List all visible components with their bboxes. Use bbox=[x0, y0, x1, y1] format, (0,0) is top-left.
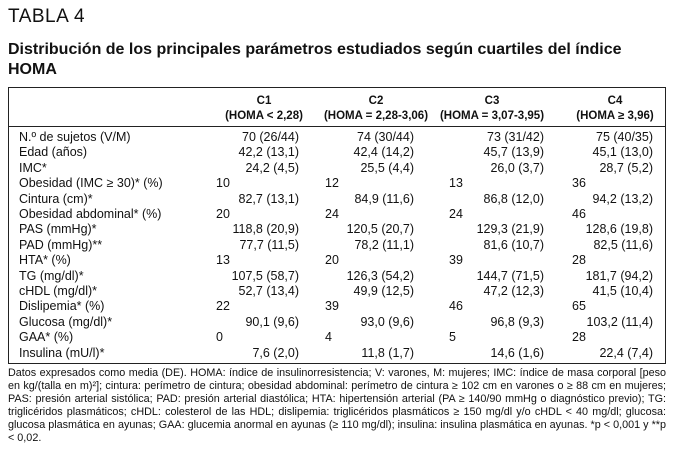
row-label: Insulina (mU/l)* bbox=[19, 345, 105, 360]
table-cell: 118,8 (20,9) bbox=[232, 222, 299, 237]
row-label: PAD (mmHg)** bbox=[19, 237, 103, 252]
table-cell: 107,5 (58,7) bbox=[231, 268, 299, 283]
table-cell: 41,5 (10,4) bbox=[592, 284, 653, 298]
table-cell: 10 bbox=[216, 176, 230, 191]
column-header-4: C4 bbox=[607, 95, 623, 107]
column-header-2: C2 bbox=[368, 95, 384, 107]
row-label: Edad (años) bbox=[19, 145, 88, 160]
table-cell: 24 bbox=[325, 207, 339, 221]
table-cell: 7,6 (2,0) bbox=[252, 345, 299, 360]
table-cell: 74 (30/44) bbox=[357, 130, 414, 144]
table-cell: 75 (40/35) bbox=[596, 130, 653, 144]
table-title: Distribución de los principales parámetros estudiados según cuartiles del índice HOMA bbox=[8, 41, 622, 78]
row-label: HTA* (%) bbox=[19, 253, 71, 268]
table-cell: 47,2 (12,3) bbox=[483, 284, 544, 298]
table-cell: 13 bbox=[449, 176, 463, 191]
table-cell: 12 bbox=[325, 176, 339, 191]
table-cell: 70 (26/44) bbox=[242, 130, 299, 144]
row-label: Glucosa (mg/dl)* bbox=[19, 314, 113, 329]
table-cell: 93,0 (9,6) bbox=[360, 314, 414, 329]
table-cell: 126,3 (54,2) bbox=[346, 268, 414, 283]
row-label: IMC* bbox=[19, 160, 47, 175]
table-cell: 82,5 (11,6) bbox=[593, 237, 653, 252]
row-label: TG (mg/dl)* bbox=[19, 268, 84, 283]
table-cell: 78,2 (11,1) bbox=[354, 237, 414, 252]
data-table bbox=[8, 87, 666, 364]
column-header-1: C1 bbox=[256, 95, 272, 107]
row-label: Obesidad abdominal* (%) bbox=[19, 207, 162, 221]
table-cell: 14,6 (1,6) bbox=[490, 345, 544, 360]
table-cell: 77,7 (11,5) bbox=[239, 237, 299, 252]
table-cell: 42,4 (14,2) bbox=[353, 145, 414, 160]
row-label: PAS (mmHg)* bbox=[19, 222, 97, 237]
row-label: Cintura (cm)* bbox=[19, 191, 93, 206]
table-cell: 94,2 (13,2) bbox=[592, 191, 653, 206]
table-cell: 28,7 (5,2) bbox=[599, 160, 653, 175]
column-header-3: C3 bbox=[484, 95, 500, 107]
table-cell: 0 bbox=[216, 330, 223, 345]
table-cell: 144,7 (71,5) bbox=[476, 268, 544, 283]
table-cell: 45,1 (13,0) bbox=[592, 145, 653, 160]
table-cell: 65 bbox=[572, 299, 586, 314]
table-cell: 26,0 (3,7) bbox=[490, 160, 544, 175]
table-cell: 46 bbox=[449, 299, 463, 314]
table-cell: 129,3 (21,9) bbox=[476, 222, 544, 237]
table-cell: 25,5 (4,4) bbox=[360, 160, 414, 175]
table-cell: 52,7 (13,4) bbox=[238, 284, 299, 298]
table-cell: 13 bbox=[216, 253, 230, 268]
header-divider bbox=[9, 126, 665, 127]
row-label: GAA* (%) bbox=[19, 330, 74, 345]
table-cell: 20 bbox=[216, 207, 230, 221]
column-subheader-1: (HOMA < 2,28) bbox=[225, 110, 303, 122]
table-cell: 4 bbox=[325, 330, 332, 345]
column-subheader-4: (HOMA ≥ 3,96) bbox=[576, 110, 654, 122]
column-subheader-2: (HOMA = 2,28-3,06) bbox=[323, 110, 429, 122]
table-cell: 46 bbox=[572, 207, 586, 221]
table-cell: 86,8 (12,0) bbox=[483, 191, 544, 206]
table-cell: 24 bbox=[449, 207, 463, 221]
table-cell: 103,2 (11,4) bbox=[586, 314, 653, 329]
table-cell: 28 bbox=[572, 330, 586, 345]
row-label: cHDL (mg/dl)* bbox=[19, 284, 98, 298]
table-cell: 24,2 (4,5) bbox=[245, 160, 299, 175]
table-cell: 5 bbox=[449, 330, 456, 345]
table-cell: 73 (31/42) bbox=[487, 130, 544, 144]
table-cell: 181,7 (94,2) bbox=[585, 268, 653, 283]
table-cell: 81,6 (10,7) bbox=[483, 237, 544, 252]
table-cell: 128,6 (19,8) bbox=[585, 222, 653, 237]
table-cell: 96,8 (9,3) bbox=[490, 314, 544, 329]
table-cell: 82,7 (13,1) bbox=[238, 191, 299, 206]
table-footnote: Datos expresados como media (DE). HOMA: índice de insulinorresistencia; V: varones, M: mujeres; IMC: índice de masa corporal [peso en kg/(talla en m)²]; cintura: perímetro de cintura; obesidad abdominal: perímetro de cintura ≥ 102 cm en varones o ≥ 88 cm en mujeres; PAS: presión arterial sistólica; PAD: presión arterial diastólica; HTA: hipertensión arterial (PA ≥ 140/90 mmHg o diagnóstico previo); TG: triglicéridos plasmáticos; cHDL: colesterol de las HDL; dislipemia: triglicéridos plasmáticos ≥ 150 mg/dl y/o cHDL < 40 mg/dl; glucosa: glucosa plasmática en ayunas; GAA: glucemia anormal en ayunas (≥ 110 mg/dl); insulina: insulinа plasmática en ayunas. *p < 0,001 y **p < 0,02. bbox=[8, 367, 666, 444]
table-cell: 39 bbox=[449, 253, 463, 268]
table-label: TABLA 4 bbox=[8, 6, 86, 27]
table-cell: 36 bbox=[572, 176, 586, 191]
table-cell: 90,1 (9,6) bbox=[245, 314, 299, 329]
table-cell: 120,5 (20,7) bbox=[346, 222, 414, 237]
table-cell: 49,9 (12,5) bbox=[353, 284, 414, 298]
row-label: Dislipemia* (%) bbox=[19, 299, 105, 314]
table-cell: 11,8 (1,7) bbox=[361, 345, 414, 360]
table-cell: 20 bbox=[325, 253, 339, 268]
column-subheader-3: (HOMA = 3,07-3,95) bbox=[439, 110, 545, 122]
table-cell: 84,9 (11,6) bbox=[354, 191, 414, 206]
table-cell: 42,2 (13,1) bbox=[238, 145, 299, 160]
row-label: N.º de sujetos (V/M) bbox=[19, 130, 131, 144]
table-cell: 28 bbox=[572, 253, 586, 268]
table-cell: 22,4 (7,4) bbox=[599, 345, 653, 360]
row-label: Obesidad (IMC ≥ 30)* (%) bbox=[19, 176, 163, 191]
table-cell: 45,7 (13,9) bbox=[483, 145, 544, 160]
table-cell: 39 bbox=[325, 299, 339, 314]
table-cell: 22 bbox=[216, 299, 230, 314]
